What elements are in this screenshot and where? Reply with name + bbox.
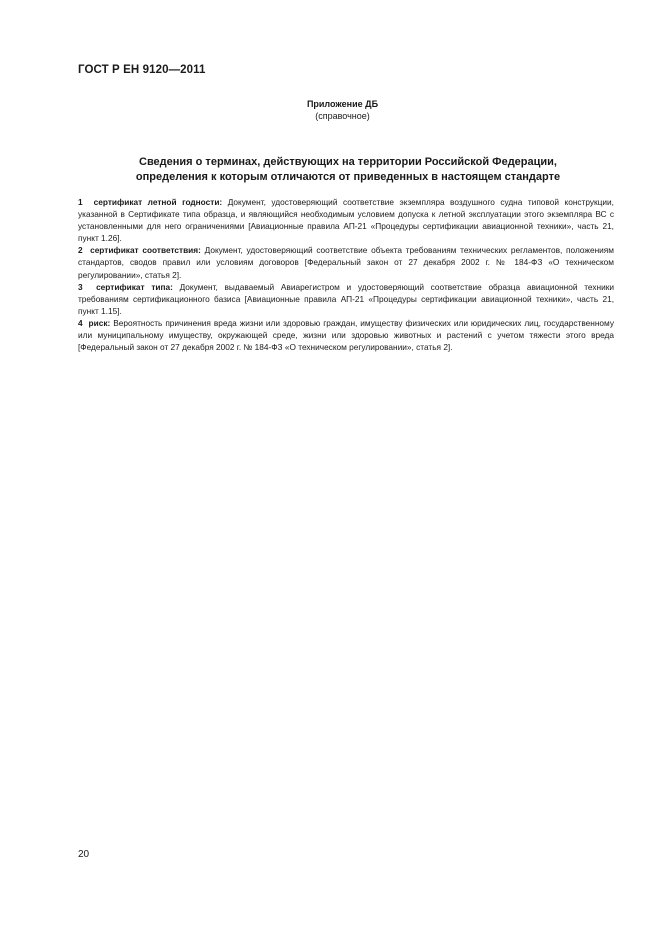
annex-type: (справочное) [315,111,370,121]
term-name: сертификат соответствия: [90,245,201,256]
term-number: 2 [78,245,83,256]
annex-heading [0,98,661,122]
term-entry [78,196,614,244]
term-definition: Документ, удостоверяющий соответствие объекта требованиям технических регламентов, положениям стандартов, сводов правил или условиям договоров [Федеральный закон от 27 декабря 2002 г. № 184-ФЗ «О техническом регулировании», статья 2]. [78,245,614,280]
term-definition: Вероятность причинения вреда жизни или здоровью граждан, имуществу физических или юридических лиц, государственному или муниципальному имуществу, окружающей среде, жизни или здоровью животных и растений с учетом тяжести этого вреда [Федеральный закон от 27 декабря 2002 г. № 184-ФЗ «О техническом регулировании», статья 2]. [78,317,614,353]
term-name: сертификат типа: [96,281,173,292]
section-title [78,155,618,185]
term-number: 1 [78,197,83,207]
page-number: 20 [78,849,90,860]
term-number: 3 [78,281,83,292]
term-definition: Документ, удостоверяющий соответствие экземпляра воздушного судна типовой конструкции, указанной в Сертификате типа образца, и являющийся необходимым условием допуска к летной эксплуатации этого экземпляра ВС с установленными для него ограничениями [Авиационные правила АП-21 «Процедуры сертификации авиационной техники», часть 21, пункт 1.26]. [78,197,614,244]
term-definition: Документ, выдаваемый Авиарегистром и удостоверяющий соответствие образца авиационной техники требованиям сертификационного базиса [Авиационные правила АП-21 «Процедуры сертификации авиационной техники», часть 21, пункт 1.15]. [78,281,614,316]
term-entry [78,244,614,280]
term-name: сертификат летной годности: [93,197,223,207]
term-entry [78,281,614,317]
term-number: 4 [78,317,83,328]
annex-title: Приложение ДБ [306,99,379,109]
section-title-line-2: определения к которым отличаются от приведенных в настоящем стандарте [135,171,561,183]
term-name: риск: [88,317,111,328]
term-entry [78,317,614,353]
standard-code-header: ГОСТ Р ЕН 9120—2011 [78,64,206,76]
section-title-line-1: Сведения о терминах, действующих на территории Российской Федерации, [139,156,557,168]
terms-list [78,196,614,353]
